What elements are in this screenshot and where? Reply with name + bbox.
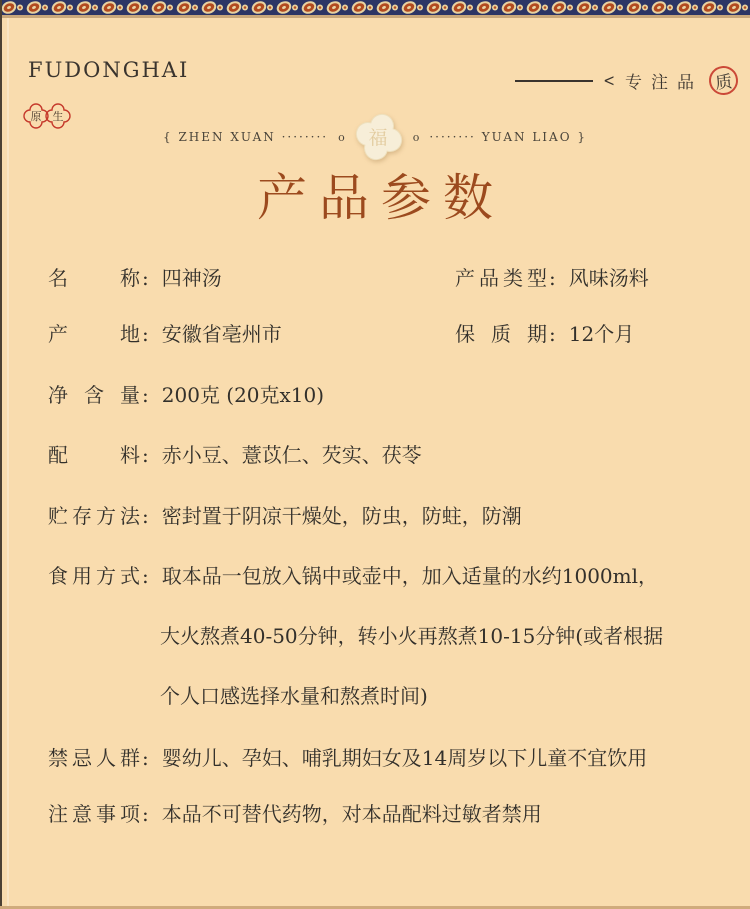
row-usage-label: 食用方式 — [48, 564, 140, 588]
row-ingredients — [48, 441, 422, 469]
stamp-char-2: 生 — [52, 110, 64, 123]
row-net-weight — [48, 381, 324, 409]
row-product-type — [455, 264, 649, 292]
row-name-value: 四神汤 — [161, 266, 222, 290]
row-product-type-label: 产品类型 — [455, 266, 547, 290]
brand-name: FUDONGHAI — [28, 58, 190, 82]
fu-seal-char: 福 — [368, 127, 390, 149]
top-brocade-border — [0, 0, 750, 15]
stamp-char-1: 原 — [30, 110, 42, 123]
row-contraindications — [48, 744, 647, 772]
slogan-circled-char: 质 — [708, 65, 740, 97]
row-usage-line2: 大火熬煮40-50分钟，转小火再熬煮10-15分钟(或者根据 — [160, 624, 664, 648]
row-shelf-life-label: 保质期 — [455, 322, 547, 346]
row-usage — [48, 562, 658, 590]
row-origin-label: 产地 — [48, 322, 140, 346]
colon: : — [142, 746, 149, 770]
slogan-dash-line — [515, 80, 593, 82]
row-usage-value: 取本品一包放入锅中或壶中，加入适量的水约1000ml， — [161, 564, 659, 588]
row-precautions — [48, 800, 542, 828]
colon: : — [142, 383, 149, 407]
colon: : — [142, 802, 149, 826]
fu-seal-icon — [355, 112, 403, 162]
colon: : — [549, 322, 556, 346]
slogan-text: 专注品 — [625, 73, 703, 93]
row-shelf-life-value: 12个月 — [568, 322, 635, 346]
colon: : — [142, 504, 149, 528]
row-precautions-label: 注意事项 — [48, 802, 140, 826]
top-border-underline — [0, 15, 750, 18]
row-net-weight-label: 净含量 — [48, 383, 140, 407]
row-storage-value: 密封置于阴凉干燥处，防虫，防蛀，防潮 — [161, 504, 522, 528]
colon: : — [549, 266, 556, 290]
row-storage-label: 贮存方法 — [48, 504, 140, 528]
colon: : — [142, 443, 149, 467]
row-ingredients-value: 赤小豆、薏苡仁、芡实、茯苓 — [161, 443, 422, 467]
row-origin-value: 安徽省亳州市 — [161, 322, 282, 346]
ornament-right-circle: o — [412, 130, 420, 144]
row-usage-line3: 个人口感选择水量和熬煮时间) — [160, 684, 428, 708]
row-precautions-value: 本品不可替代药物，对本品配料过敏者禁用 — [161, 802, 542, 826]
row-storage — [48, 502, 522, 530]
row-name-label: 名称 — [48, 266, 140, 290]
ornament-row — [0, 112, 750, 162]
row-contraindications-value: 婴幼儿、孕妇、哺乳期妇女及14周岁以下儿童不宜饮用 — [161, 746, 648, 770]
quality-slogan — [515, 66, 738, 95]
slogan-angle-mark: < — [603, 70, 615, 91]
ornament-left-circle: o — [338, 130, 345, 144]
row-contraindications-label: 禁忌人群 — [48, 746, 140, 770]
colon: : — [142, 266, 149, 290]
row-shelf-life — [455, 320, 634, 348]
colon: : — [142, 322, 149, 346]
colon: : — [142, 564, 149, 588]
ornament-right-text: ········ YUAN LIAO } — [429, 130, 587, 144]
row-ingredients-label: 配料 — [48, 443, 140, 467]
row-name — [48, 264, 222, 292]
row-product-type-value: 风味汤料 — [568, 266, 649, 290]
row-origin — [48, 320, 282, 348]
page-title: 产品参数 — [257, 169, 505, 227]
row-net-weight-value: 200克 (20克x10) — [161, 383, 325, 407]
ornament-left-text: { ZHEN XUAN ········ — [163, 130, 329, 144]
